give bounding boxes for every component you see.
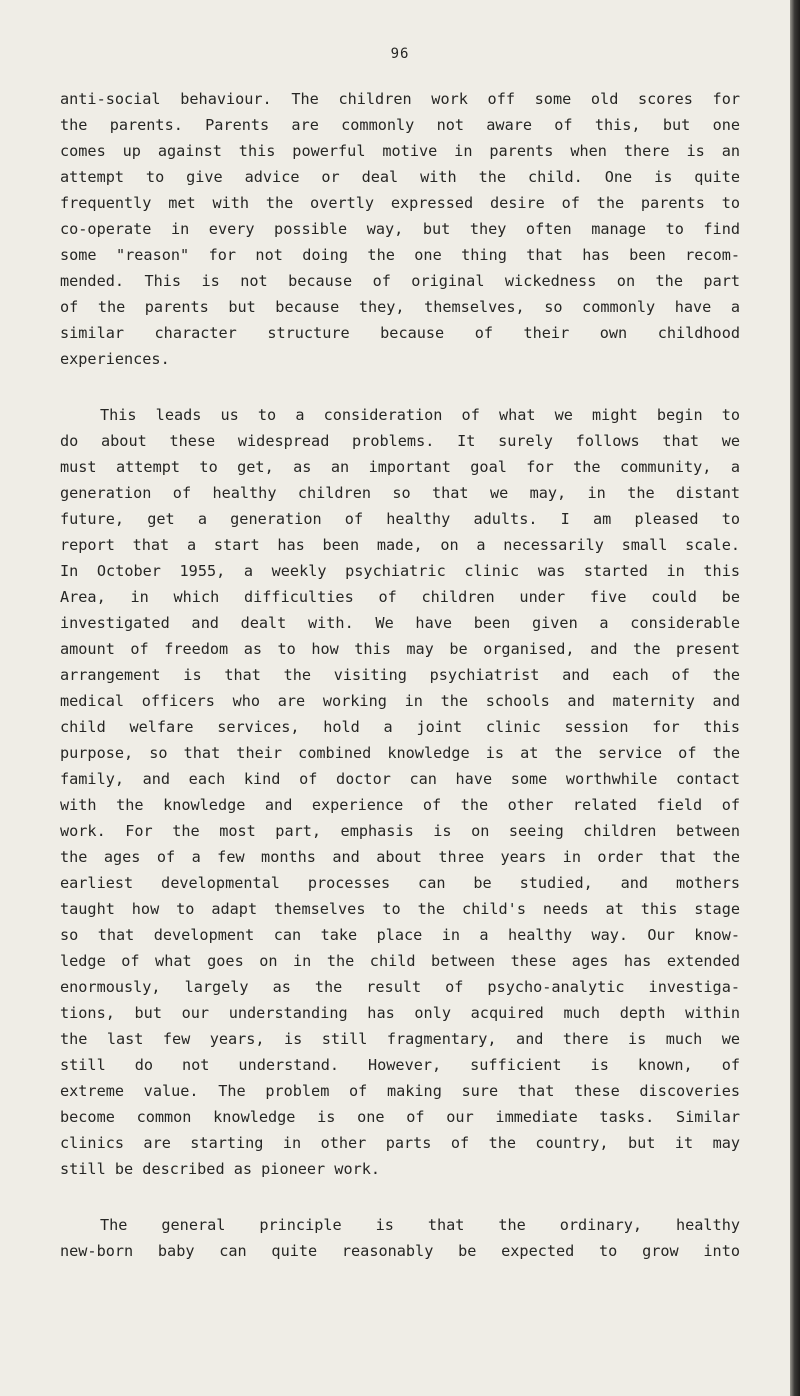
text-line: extreme value. The problem of making sure that these discoveries: [60, 1082, 740, 1100]
text-line: so that development can take place in a healthy way. Our know-: [60, 926, 740, 944]
text-line: amount of freedom as to how this may be organised, and the present: [60, 640, 740, 658]
text-line: arrangement is that the visiting psychiatrist and each of the: [60, 666, 740, 684]
text-line: generation of healthy children so that we may, in the distant: [60, 484, 740, 502]
page-number: 96: [390, 46, 410, 62]
paragraph: [60, 86, 740, 372]
text-line: work. For the most part, emphasis is on seeing children between: [60, 822, 740, 840]
text-line: attempt to give advice or deal with the child. One is quite: [60, 168, 740, 186]
text-line: similar character structure because of their own childhood: [60, 324, 740, 342]
text-line: still do not understand. However, sufficient is known, of: [60, 1056, 740, 1074]
text-line: purpose, so that their combined knowledge is at the service of the: [60, 744, 740, 762]
paragraph: [60, 402, 740, 1182]
text-line: medical officers who are working in the schools and maternity and: [60, 692, 740, 710]
text-line: anti-social behaviour. The children work off some old scores for: [60, 90, 740, 108]
text-line: of the parents but because they, themselves, so commonly have a: [60, 298, 740, 316]
text-line: child welfare services, hold a joint clinic session for this: [60, 718, 740, 736]
text-line: family, and each kind of doctor can have some worthwhile contact: [60, 770, 740, 788]
text-line: frequently met with the overtly expressed desire of the parents to: [60, 194, 740, 212]
text-line: must attempt to get, as an important goal for the community, a: [60, 458, 740, 476]
text-line: earliest developmental processes can be studied, and mothers: [60, 874, 740, 892]
text-line: experiences.: [60, 350, 170, 368]
text-line: future, get a generation of healthy adults. I am pleased to: [60, 510, 740, 528]
text-line: Area, in which difficulties of children under five could be: [60, 588, 740, 606]
text-line: comes up against this powerful motive in parents when there is an: [60, 142, 740, 160]
text-line: the ages of a few months and about three years in order that the: [60, 848, 740, 866]
text-line: enormously, largely as the result of psycho-analytic investiga-: [60, 978, 740, 996]
text-line: still be described as pioneer work.: [60, 1160, 381, 1178]
text-line: with the knowledge and experience of the other related field of: [60, 796, 740, 814]
page-edge-shadow: [790, 0, 800, 1396]
text-line: The general principle is that the ordinary, healthy: [100, 1216, 740, 1234]
text-line: This leads us to a consideration of what we might begin to: [100, 406, 740, 424]
document-body: [60, 86, 740, 1294]
text-line: report that a start has been made, on a necessarily small scale.: [60, 536, 740, 554]
text-line: do about these widespread problems. It surely follows that we: [60, 432, 740, 450]
text-line: the last few years, is still fragmentary, and there is much we: [60, 1030, 740, 1048]
text-line: new-born baby can quite reasonably be expected to grow into: [60, 1242, 740, 1260]
text-line: the parents. Parents are commonly not aware of this, but one: [60, 116, 740, 134]
text-line: ledge of what goes on in the child between these ages has extended: [60, 952, 740, 970]
text-line: become common knowledge is one of our immediate tasks. Similar: [60, 1108, 740, 1126]
text-line: taught how to adapt themselves to the child's needs at this stage: [60, 900, 740, 918]
text-line: mended. This is not because of original wickedness on the part: [60, 272, 740, 290]
text-line: co-operate in every possible way, but they often manage to find: [60, 220, 740, 238]
text-line: clinics are starting in other parts of the country, but it may: [60, 1134, 740, 1152]
paragraph: [60, 1212, 740, 1264]
text-line: investigated and dealt with. We have been given a considerable: [60, 614, 740, 632]
text-line: In October 1955, a weekly psychiatric clinic was started in this: [60, 562, 740, 580]
text-line: some "reason" for not doing the one thing that has been recom-: [60, 246, 740, 264]
text-line: tions, but our understanding has only acquired much depth within: [60, 1004, 740, 1022]
